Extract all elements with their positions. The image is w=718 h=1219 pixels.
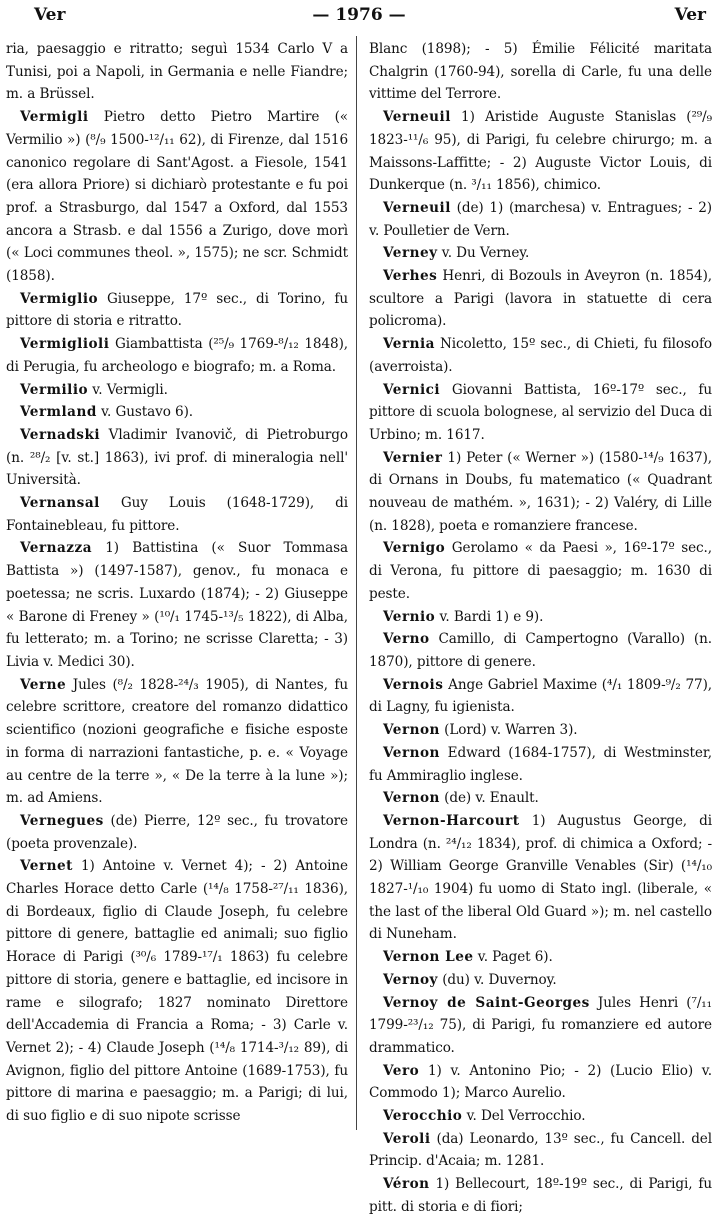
entry-headword: Verne <box>20 676 67 693</box>
entry-headword: Vernici <box>383 381 441 398</box>
entry-headword: Veroli <box>383 1130 431 1147</box>
entry-text: Giovanni Battista, 16º-17º sec., fu pittore di scuola bolognese, al servizio del Duca di Urbino; m. 1617. <box>369 381 712 443</box>
entry-text: Ange Gabriel Maxime (⁴/₁ 1809-⁹/₂ 77), di Lagny, fu igienista. <box>369 676 712 716</box>
dictionary-entry <box>369 537 712 605</box>
entry-text: 1) Augustus George, di Londra (n. ²⁴/₁₂ 1834), prof. di chimica a Oxford; - 2) William George Granville Venables (Sir) (¹⁴/₁₀ 1827-¹/₁₀ 1904) fu uomo di Stato ingl. (liberale, « the last of the liberal Old Guard »); m. nel castello di Nuneham. <box>369 812 712 943</box>
entry-text: Jules Henri (⁷/₁₁ 1799-²³/₁₂ 75), di Parigi, fu romanziere ed autore drammatico. <box>369 994 713 1056</box>
entry-text: Camillo, di Campertogno (Varallo) (n. 1870), pittore di genere. <box>369 631 712 670</box>
dictionary-entry <box>369 333 712 378</box>
dictionary-entry <box>369 992 712 1060</box>
entry-text: 1) Peter (« Werner ») (1580-¹⁴/₉ 1637), di Ornans in Doubs, fu matematico (« Quadrant nouveau de mathém. », 1631); - 2) Valéry, di Lille (n. 1828), poeta e romanziere francese. <box>369 449 712 534</box>
entry-headword: Verocchio <box>383 1108 463 1125</box>
entry-text: Pietro detto Pietro Martire (« Vermilio ») (⁸/₉ 1500-¹²/₁₁ 62), di Firenze, dal 1516 canonico regolare di Sant'Agost. a Fiesole, 1541 (era allora Priore) si dichiarò protestante e fu poi prof. a Strasburgo, dal 1547 a Oxford, dal 1553 ancora a Strasb. e dal 1556 a Zurigo, dove morì (« Loci communes theol. », 1575); ne scr. Schmidt (1858). <box>6 109 348 285</box>
entry-text: 1) Bellecourt, 18º-19º sec., di Parigi, fu pitt. di storia e di fiori; <box>369 1176 712 1215</box>
dictionary-entry <box>6 106 348 288</box>
entry-text: v. Du Verney. <box>437 245 530 262</box>
entry-headword: Vernon <box>383 744 440 761</box>
dictionary-entry <box>6 674 348 810</box>
entry-text: Giambattista (²⁵/₉ 1769-⁸/₁₂ 1848), di Perugia, fu archeologo e biografo; m. a Roma. <box>6 336 348 375</box>
dictionary-entry <box>369 38 712 106</box>
entry-headword: Vernio <box>383 608 436 625</box>
entry-text: ria, paesaggio e ritratto; seguì 1534 Carlo V a Tunisi, poi a Napoli, in Germania e nelle Fiandre; m. a Brüssel. <box>6 41 348 103</box>
entry-text: v. Paget 6). <box>473 949 553 966</box>
dictionary-entry <box>369 447 712 538</box>
header-left-keyword: Ver <box>34 5 66 25</box>
dictionary-entry <box>369 1173 712 1218</box>
entry-headword: Vermigli <box>20 109 89 126</box>
dictionary-entry <box>6 424 348 492</box>
entry-headword: Vernon-Harcourt <box>383 812 520 829</box>
entry-text: 1) Battistina (« Suor Tommasa Battista ») (1497-1587), genov., fu monaca e poetessa; ne scris. Luxardo (1874); - 2) Giuseppe « Barone di Freney » (¹⁰/₁ 1745-¹³/₅ 1822), di Alba, fu letterato; m. a Torino; ne scrisse Claretta; - 3) Livia v. Medici 30). <box>6 540 348 670</box>
dictionary-entry <box>369 379 712 447</box>
right-column <box>369 38 712 1219</box>
entry-headword: Vernigo <box>383 540 446 557</box>
entry-headword: Verneuil <box>383 109 451 126</box>
entry-headword: Vernet <box>20 858 73 875</box>
page-header <box>0 2 718 28</box>
entry-headword: Vernadski <box>20 426 101 443</box>
entry-text: v. Del Verrocchio. <box>462 1108 586 1125</box>
entry-headword: Verhes <box>383 268 438 285</box>
entry-headword: Vermiglio <box>20 290 99 307</box>
dictionary-entry <box>369 742 712 787</box>
dictionary-entry <box>369 197 712 242</box>
entry-headword: Vermland <box>20 404 97 421</box>
dictionary-entry <box>6 492 348 537</box>
entry-headword: Vernansal <box>20 495 100 512</box>
dictionary-entry <box>6 401 348 424</box>
entry-headword: Vernazza <box>20 540 93 557</box>
dictionary-entry <box>369 606 712 629</box>
dictionary-entry <box>369 674 712 719</box>
entry-text: Nicoletto, 15º sec., di Chieti, fu filosofo (averroista). <box>369 336 712 375</box>
dictionary-entry <box>6 333 348 378</box>
header-right-keyword: Ver <box>674 5 706 25</box>
entry-text: Giuseppe, 17º sec., di Torino, fu pittore di storia e ritratto. <box>6 290 348 330</box>
entry-headword: Véron <box>383 1176 430 1193</box>
entry-text: Henri, di Bozouls in Aveyron (n. 1854), scultore a Parigi (lavora in statuette di cera policroma). <box>369 268 712 330</box>
dictionary-entry <box>369 242 712 265</box>
entry-text: (de) Pierre, 12º sec., fu trovatore (poeta provenzale). <box>6 812 348 852</box>
dictionary-entry <box>6 855 348 1127</box>
dictionary-entry <box>6 537 348 673</box>
entry-text: Edward (1684-1757), di Westminster, fu Ammiraglio inglese. <box>369 744 712 784</box>
entry-text: (de) v. Enault. <box>439 790 539 807</box>
entry-text: Guy Louis (1648-1729), di Fontainebleau, fu pittore. <box>6 495 348 534</box>
entry-headword: Vernon Lee <box>383 949 474 966</box>
dictionary-entry <box>369 265 712 333</box>
entry-headword: Vernoy de Saint-Georges <box>383 994 590 1011</box>
entry-headword: Vernon <box>383 790 440 807</box>
entry-text: (du) v. Duvernoy. <box>437 971 557 988</box>
dictionary-entry <box>6 288 348 333</box>
dictionary-entry <box>369 628 712 673</box>
entry-headword: Vernon <box>383 722 440 739</box>
entry-text: 1) Antoine v. Vernet 4); - 2) Antoine Charles Horace detto Carle (¹⁴/₈ 1758-²⁷/₁₁ 1836), di Bordeaux, figlio di Claude Joseph, fu celebre pittore di genere, battaglie ed animali; suo figlio Horace di Parigi (³⁰/₆ 1789-¹⁷/₁ 1863) fu celebre pittore di storia, genere e battaglie, ed incisore in rame e silografo; 1827 nominato Direttore dell'Accademia di Francia a Roma; - 3) Carle v. Vernet 2); - 4) Claude Joseph (¹⁴/₈ 1714-³/₁₂ 89), di Avignon, figlio del pittore Antoine (1689-1753), fu pittore di marina e paesaggio; m. a Parigi; di lui, di suo figlio e di suo nipote scrisse <box>6 858 348 1125</box>
entry-text: 1) Aristide Auguste Stanislas (²⁹/₉ 1823-¹¹/₆ 95), di Parigi, fu celebre chirurgo; m. a Maissons-Laffitte; - 2) Auguste Victor Louis, di Dunkerque (n. ³/₁₁ 1856), chimico. <box>369 109 712 194</box>
page-number: — 1976 — <box>312 5 406 25</box>
entry-text: (da) Leonardo, 13º sec., fu Cancell. del Princip. d'Acaia; m. 1281. <box>369 1130 712 1170</box>
column-divider <box>356 36 357 1130</box>
entry-text: (Lord) v. Warren 3). <box>439 722 578 739</box>
dictionary-entry <box>369 810 712 946</box>
entry-headword: Vero <box>383 1062 420 1079</box>
entry-text: 1) v. Antonino Pio; - 2) (Lucio Elio) v. Commodo 1); Marco Aurelio. <box>369 1062 712 1102</box>
entry-text: Gerolamo « da Paesi », 16º-17º sec., di Verona, fu pittore di paesaggio; m. 1630 di peste. <box>369 540 712 602</box>
left-column <box>6 38 348 1128</box>
dictionary-entry <box>369 1060 712 1105</box>
entry-headword: Verney <box>383 245 438 262</box>
dictionary-entry <box>6 38 348 106</box>
dictionary-entry <box>369 969 712 992</box>
entry-headword: Vernegues <box>20 812 104 829</box>
entry-text: v. Gustavo 6). <box>96 404 194 421</box>
entry-text: Vladimir Ivanovič, di Pietroburgo (n. ²⁸/₂ [v. st.] 1863), ivi prof. di mineralogia nell' Università. <box>6 426 348 489</box>
dictionary-entry <box>6 810 348 855</box>
entry-text: v. Vermigli. <box>88 381 168 398</box>
entry-headword: Vernia <box>383 336 435 353</box>
dictionary-entry <box>369 1105 712 1128</box>
dictionary-entry <box>6 379 348 402</box>
entry-headword: Verno <box>383 631 430 648</box>
entry-headword: Vermilio <box>20 381 89 398</box>
entry-headword: Verneuil <box>383 199 451 216</box>
dictionary-entry <box>369 946 712 969</box>
entry-headword: Vernoy <box>383 971 438 988</box>
entry-text: Jules (⁸/₂ 1828-²⁴/₃ 1905), di Nantes, fu celebre scrittore, creatore del romanzo didattico scientifico (nozioni geografiche e fisiche esposte in forma di narrazioni fantastiche, p. e. « Voyage au centre de la terre », « De la terre à la lune »); m. ad Amiens. <box>6 676 348 807</box>
entry-headword: Vernier <box>383 449 443 466</box>
entry-headword: Vermiglioli <box>20 336 110 353</box>
entry-text: Blanc (1898); - 5) Émilie Félicité maritata Chalgrin (1760-94), sorella di Carle, fu una delle vittime del Terrore. <box>369 41 712 103</box>
dictionary-entry <box>369 106 712 197</box>
dictionary-entry <box>369 1128 712 1173</box>
dictionary-entry <box>369 719 712 742</box>
entry-text: v. Bardi 1) e 9). <box>435 608 544 625</box>
dictionary-entry <box>369 787 712 810</box>
entry-text: (de) 1) (marchesa) v. Entragues; - 2) v. Poulletier de Vern. <box>369 199 712 239</box>
entry-headword: Vernois <box>383 676 444 693</box>
